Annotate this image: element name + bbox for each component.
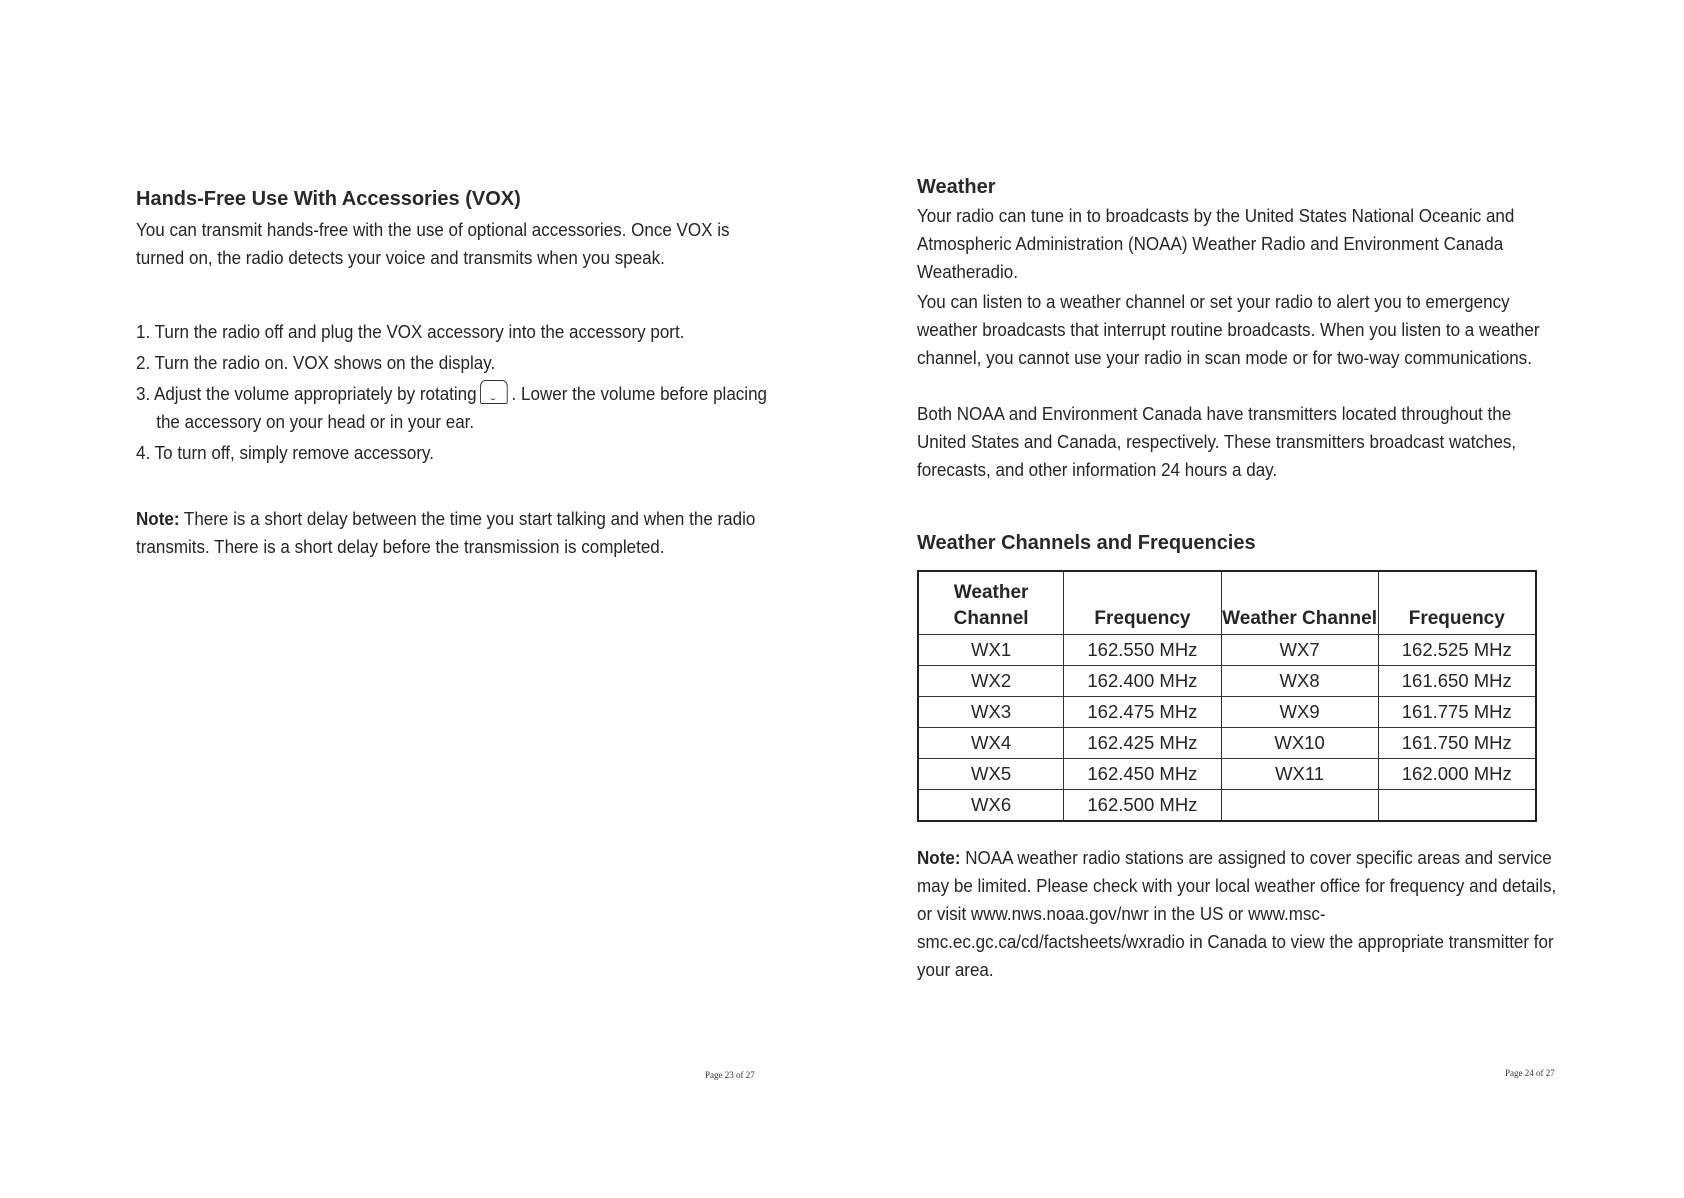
table-row xyxy=(918,728,1536,759)
vox-step-4: 4. To turn off, simply remove accessory. xyxy=(136,442,434,463)
weather-paragraph-2: You can listen to a weather channel or set your radio to alert you to emergency weather broadcasts that interrupt routine broadcasts. When you listen to a weather channel, you cannot use your radio in scan mode or for two-way communications. xyxy=(917,291,1540,368)
weather-heading: Weather xyxy=(917,176,996,198)
vox-step-3-continued: . Lower the volume before placing the accessory on your head or in your ear. xyxy=(156,383,768,432)
right-page-number: Page 24 of 27 xyxy=(1505,1068,1555,1078)
volume-knob-icon xyxy=(480,380,508,404)
table-cell: WX5 xyxy=(918,759,1064,790)
table-cell: 161.650 MHz xyxy=(1378,666,1536,697)
vox-heading: Hands-Free Use With Accessories (VOX) xyxy=(136,188,521,210)
table-cell: WX2 xyxy=(918,666,1064,697)
header-frequency-2: Frequency xyxy=(1378,571,1536,635)
table-cell: 162.450 MHz xyxy=(1064,759,1221,790)
table-row xyxy=(918,635,1536,666)
table-row xyxy=(918,759,1536,790)
table-cell: 162.000 MHz xyxy=(1378,759,1536,790)
vox-step-1: 1. Turn the radio off and plug the VOX accessory into the accessory port. xyxy=(136,321,685,342)
table-cell: WX6 xyxy=(918,790,1064,822)
table-cell: WX11 xyxy=(1221,759,1378,790)
vox-step-2: 2. Turn the radio on. VOX shows on the display. xyxy=(136,352,496,373)
table-cell: 161.775 MHz xyxy=(1378,697,1536,728)
table-cell: WX9 xyxy=(1221,697,1378,728)
table-cell: WX1 xyxy=(918,635,1064,666)
vox-step-3-text: 3. Adjust the volume appropriately by rotating xyxy=(136,383,477,404)
vox-step-3 xyxy=(136,380,780,436)
table-cell: WX7 xyxy=(1221,635,1378,666)
header-weather-channel-2: Weather Channel xyxy=(1221,571,1378,635)
header-weather-channel-1: Weather Channel xyxy=(918,571,1064,635)
vox-note-text: There is a short delay between the time you start talking and when the radio transmits. There is a short delay before the transmission is completed. xyxy=(136,508,756,557)
table-row xyxy=(918,666,1536,697)
vox-intro: You can transmit hands-free with the use of optional accessories. Once VOX is turned on, the radio detects your voice and transmits when you speak. xyxy=(136,219,730,268)
weather-paragraph-1: Your radio can tune in to broadcasts by the United States National Oceanic and Atmospheric Administration (NOAA) Weather Radio and Environment Canada Weatheradio. xyxy=(917,205,1515,282)
table-row xyxy=(918,697,1536,728)
table-cell: 162.475 MHz xyxy=(1064,697,1221,728)
table-cell: 162.550 MHz xyxy=(1064,635,1221,666)
weather-note-text: NOAA weather radio stations are assigned to cover specific areas and service may be limited. Please check with your local weather office for frequency and details, or visit www.nws.noaa.gov/nwr in the US or www.msc-smc.ec.gc.ca/cd/factsheets/wxradio in Canada to view the appropriate transmitter for your area. xyxy=(917,847,1557,980)
table-row xyxy=(918,790,1536,822)
table-cell: 162.525 MHz xyxy=(1378,635,1536,666)
vox-steps xyxy=(136,318,780,470)
weather-note xyxy=(917,844,1561,984)
weather-frequency-table xyxy=(917,570,1537,822)
vox-note xyxy=(136,505,780,561)
vox-note-label: Note: xyxy=(136,508,180,529)
weather-paragraph-3: Both NOAA and Environment Canada have transmitters located throughout the United States and Canada, respectively. These transmitters broadcast watches, forecasts, and other information 24 hours a day. xyxy=(917,403,1517,480)
table-cell: 161.750 MHz xyxy=(1378,728,1536,759)
table-cell xyxy=(1378,790,1536,822)
table-header-row xyxy=(918,571,1536,635)
table-cell: 162.400 MHz xyxy=(1064,666,1221,697)
table-cell: WX4 xyxy=(918,728,1064,759)
table-cell: WX8 xyxy=(1221,666,1378,697)
left-page-number: Page 23 of 27 xyxy=(705,1070,755,1080)
table-cell: WX10 xyxy=(1221,728,1378,759)
table-cell xyxy=(1221,790,1378,822)
weather-table-heading: Weather Channels and Frequencies xyxy=(917,532,1256,554)
header-frequency-1: Frequency xyxy=(1064,571,1221,635)
weather-note-label: Note: xyxy=(917,847,961,868)
table-cell: WX3 xyxy=(918,697,1064,728)
table-cell: 162.500 MHz xyxy=(1064,790,1221,822)
table-cell: 162.425 MHz xyxy=(1064,728,1221,759)
